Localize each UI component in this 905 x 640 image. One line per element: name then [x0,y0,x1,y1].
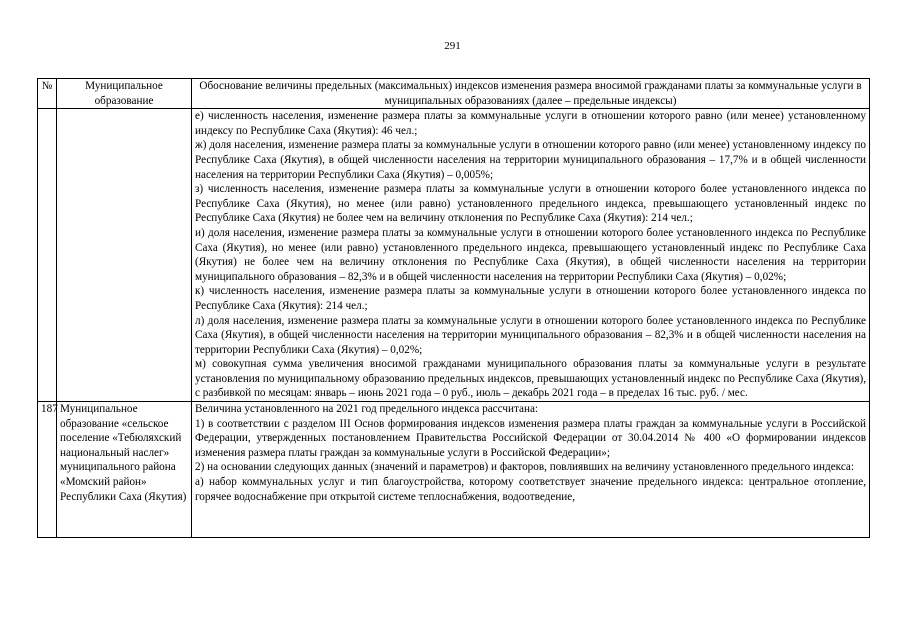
paragraph: и) доля населения, изменение размера платы за коммунальные услуги в отношении которого более установленного индекса по Республике Саха (Якутия), но менее (или равно) установленного предельного индекса, превышающего установленный индекс по Республике Саха (Якутия) не более чем на величину отклонения по Республике Саха (Якутия), в общей численности населения на территории муниципального образования – 82,3% и в общей численности населения на территории Республики Саха (Якутия) – 0,02%; [195,226,866,283]
paragraph: е) численность населения, изменение размера платы за коммунальные услуги в отношении которого равно (или менее) установленному индексу по Республике Саха (Якутия): 46 чел.; [195,110,866,137]
row-justification-cell [192,402,870,538]
paragraph: м) совокупная сумма увеличения вносимой гражданами муниципального образования платы за коммунальные услуги в результате установления по муниципальному образованию предельных индексов, превышающих установленный индекс по Республике Саха (Якутия), с разбивкой по месяцам: январь – июнь 2021 года – 0 руб., июль – декабрь 2021 года – в пределах 16 тыс. руб. / мес. [195,358,866,400]
row-municipality-cell: Муниципальное образование «сельское поселение «Тебюляхский национальный наслег» муниципального района «Момский район» Республики Саха (Якутия) [57,402,192,538]
table-row [38,402,870,538]
row-municipality-cell [57,109,192,402]
table-row [38,109,870,402]
paragraph: 1) в соответствии с разделом III Основ формирования индексов изменения размера платы граждан за коммунальные услуги в Российской Федерации, утвержденных постановлением Правительства Российской Федерации от 30.04.2014 № 400 «О формировании индексов изменения размера платы граждан за коммунальные услуги в Российской Федерации»; [195,417,866,459]
header-num: № [38,79,57,109]
table-header-row [38,79,870,109]
header-municipality: Муниципальное образование [57,79,192,109]
paragraph: к) численность населения, изменение размера платы за коммунальные услуги в отношении которого более установленного индекса по Республике Саха (Якутия): 214 чел.; [195,285,866,312]
justification-table [37,78,870,538]
paragraph: 2) на основании следующих данных (значений и параметров) и факторов, повлиявших на величину установленного предельного индекса: [195,461,854,474]
row-justification-cell [192,109,870,402]
paragraph: ж) доля населения, изменение размера платы за коммунальные услуги в отношении которого равно (или менее) установленному индексу по Республике Саха (Якутия), в общей численности населения на территории муниципального образования – 17,7% и в общей численности населения на территории Республики Саха (Якутия) – 0,005%; [195,139,866,181]
paragraph: а) набор коммунальных услуг и тип благоустройства, которому соответствует значение предельного индекса: центральное отопление, горячее водоснабжение при открытой системе теплоснабжения, водоотведение, [195,476,866,503]
paragraph: Величина установленного на 2021 год предельного индекса рассчитана: [195,403,539,416]
paragraph: л) доля населения, изменение размера платы за коммунальные услуги в отношении которого более установленного индекса по Республике Саха (Якутия), в общей численности населения на территории муниципального образования – 82,3% и в общей численности населения на территории Республики Саха (Якутия) – 0,02%; [195,314,866,356]
row-num-cell [38,109,57,402]
row-num-cell: 187 [38,402,57,538]
paragraph: з) численность населения, изменение размера платы за коммунальные услуги в отношении которого более установленного индекса по Республике Саха (Якутия), но менее (или равно) установленного предельного индекса, превышающего установленный индекс по Республике Саха (Якутия) не более чем на величину отклонения по Республике Саха (Якутия): 214 чел.; [195,183,866,225]
justification-text [195,402,866,537]
page-number: 291 [444,40,461,52]
header-justification: Обоснование величины предельных (максимальных) индексов изменения размера вносимой гражданами платы за коммунальные услуги в муниципальных образованиях (далее – предельные индексы) [192,79,870,109]
